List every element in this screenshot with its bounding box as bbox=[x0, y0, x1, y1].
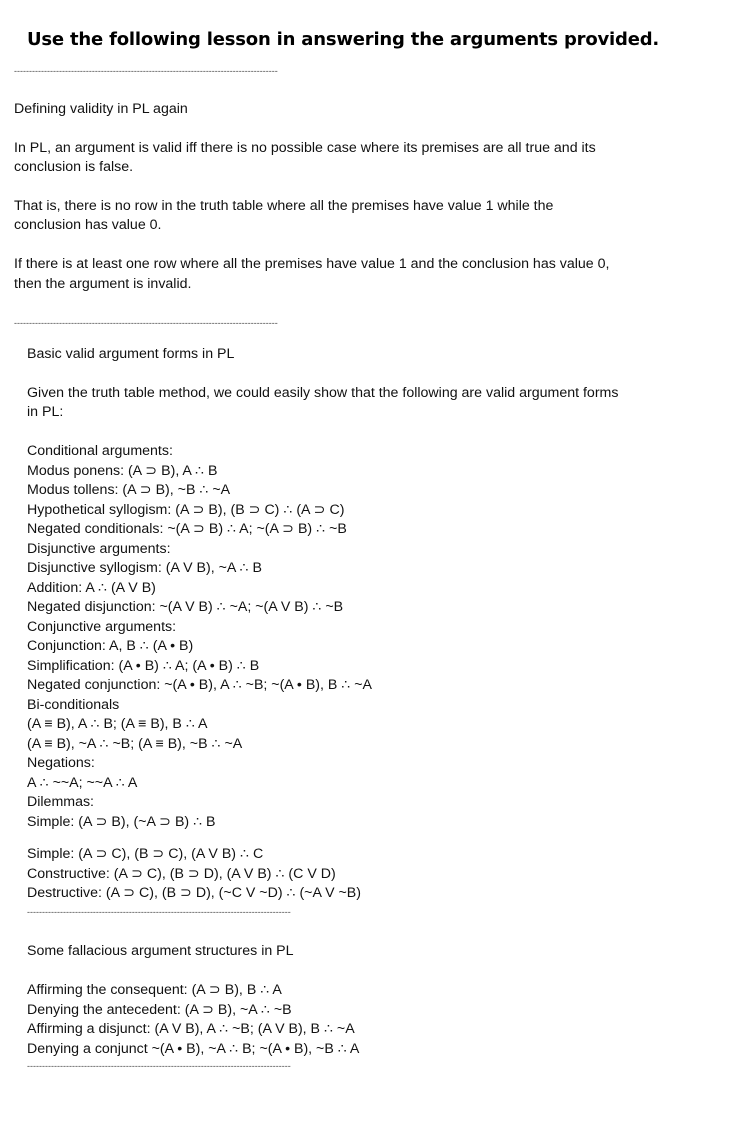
validity-p2-line1: That is, there is no row in the truth table where all the premises have value 1 while the bbox=[14, 198, 554, 214]
divider-2: ---------------------------------------------------------------------------------------- bbox=[14, 318, 278, 328]
list-item: Negated disjunction: ~(A V B) ∴ ~A; ~(A V B) ∴ ~B bbox=[27, 599, 344, 615]
list-item: Hypothetical syllogism: (A ⊃ B), (B ⊃ C) ∴ (A ⊃ C) bbox=[27, 501, 345, 518]
valid-forms-list bbox=[27, 442, 372, 832]
list-item: Conjunction: A, B ∴ (A • B) bbox=[27, 638, 194, 654]
list-item: Conditional arguments: bbox=[27, 443, 173, 459]
list-item: Conjunctive arguments: bbox=[27, 618, 177, 635]
list-item: Denying the antecedent: (A ⊃ B), ~A ∴ ~B bbox=[27, 1001, 292, 1018]
dilemma-list bbox=[27, 845, 361, 904]
list-item: (A ≡ B), A ∴ B; (A ≡ B), B ∴ A bbox=[27, 716, 208, 732]
list-item: Simple: (A ⊃ B), (~A ⊃ B) ∴ B bbox=[27, 813, 216, 830]
list-item: Affirming the consequent: (A ⊃ B), B ∴ A bbox=[27, 982, 282, 998]
divider-1: ---------------------------------------------------------------------------------------- bbox=[14, 66, 278, 76]
list-item: Disjunctive syllogism: (A V B), ~A ∴ B bbox=[27, 560, 262, 576]
validity-p3-line1: If there is at least one row where all the premises have value 1 and the conclusion has value 0, bbox=[14, 256, 610, 272]
list-item: Negated conjunction: ~(A • B), A ∴ ~B; ~(A • B), B ∴ ~A bbox=[27, 677, 373, 693]
validity-heading: Defining validity in PL again bbox=[14, 101, 188, 117]
validity-p1-line1: In PL, an argument is valid iff there is no possible case where its premises are all true and its bbox=[14, 140, 596, 156]
fallacies-heading: Some fallacious argument structures in PL bbox=[27, 943, 294, 959]
list-item: (A ≡ B), ~A ∴ ~B; (A ≡ B), ~B ∴ ~A bbox=[27, 735, 243, 752]
list-item: Negations: bbox=[27, 755, 95, 771]
list-item: Modus ponens: (A ⊃ B), A ∴ B bbox=[27, 462, 218, 479]
list-item: Modus tollens: (A ⊃ B), ~B ∴ ~A bbox=[27, 482, 231, 498]
list-item: Bi-conditionals bbox=[27, 696, 120, 713]
list-item: Addition: A ∴ (A V B) bbox=[27, 579, 156, 596]
validity-p1-line2: conclusion is false. bbox=[14, 159, 134, 175]
list-item: Disjunctive arguments: bbox=[27, 540, 171, 557]
validity-p3-line2: then the argument is invalid. bbox=[14, 276, 192, 292]
list-item: Destructive: (A ⊃ C), (B ⊃ D), (~C V ~D) ∴ (~A V ~B) bbox=[27, 885, 361, 901]
valid-forms-heading: Basic valid argument forms in PL bbox=[27, 346, 235, 362]
list-item: Affirming a disjunct: (A V B), A ∴ ~B; (A V B), B ∴ ~A bbox=[27, 1021, 355, 1037]
list-item: Dilemmas: bbox=[27, 794, 95, 810]
divider-4: ---------------------------------------------------------------------------------------- bbox=[27, 1061, 291, 1071]
list-item: Simplification: (A • B) ∴ A; (A • B) ∴ B bbox=[27, 657, 260, 674]
validity-p2-line2: conclusion has value 0. bbox=[14, 217, 162, 233]
page-title: Use the following lesson in answering the arguments provided. bbox=[27, 29, 660, 50]
list-item: Denying a conjunct ~(A • B), ~A ∴ B; ~(A • B), ~B ∴ A bbox=[27, 1040, 360, 1057]
fallacies-list bbox=[27, 981, 359, 1059]
list-item: A ∴ ~~A; ~~A ∴ A bbox=[27, 774, 138, 791]
valid-forms-intro-line2: in PL: bbox=[27, 404, 64, 420]
divider-3: ---------------------------------------------------------------------------------------- bbox=[27, 907, 291, 917]
list-item: Negated conditionals: ~(A ⊃ B) ∴ A; ~(A ⊃ B) ∴ ~B bbox=[27, 521, 347, 537]
valid-forms-intro-line1: Given the truth table method, we could easily show that the following are valid argument forms bbox=[27, 385, 619, 401]
list-item: Simple: (A ⊃ C), (B ⊃ C), (A V B) ∴ C bbox=[27, 846, 264, 862]
list-item: Constructive: (A ⊃ C), (B ⊃ D), (A V B) ∴ (C V D) bbox=[27, 865, 336, 882]
